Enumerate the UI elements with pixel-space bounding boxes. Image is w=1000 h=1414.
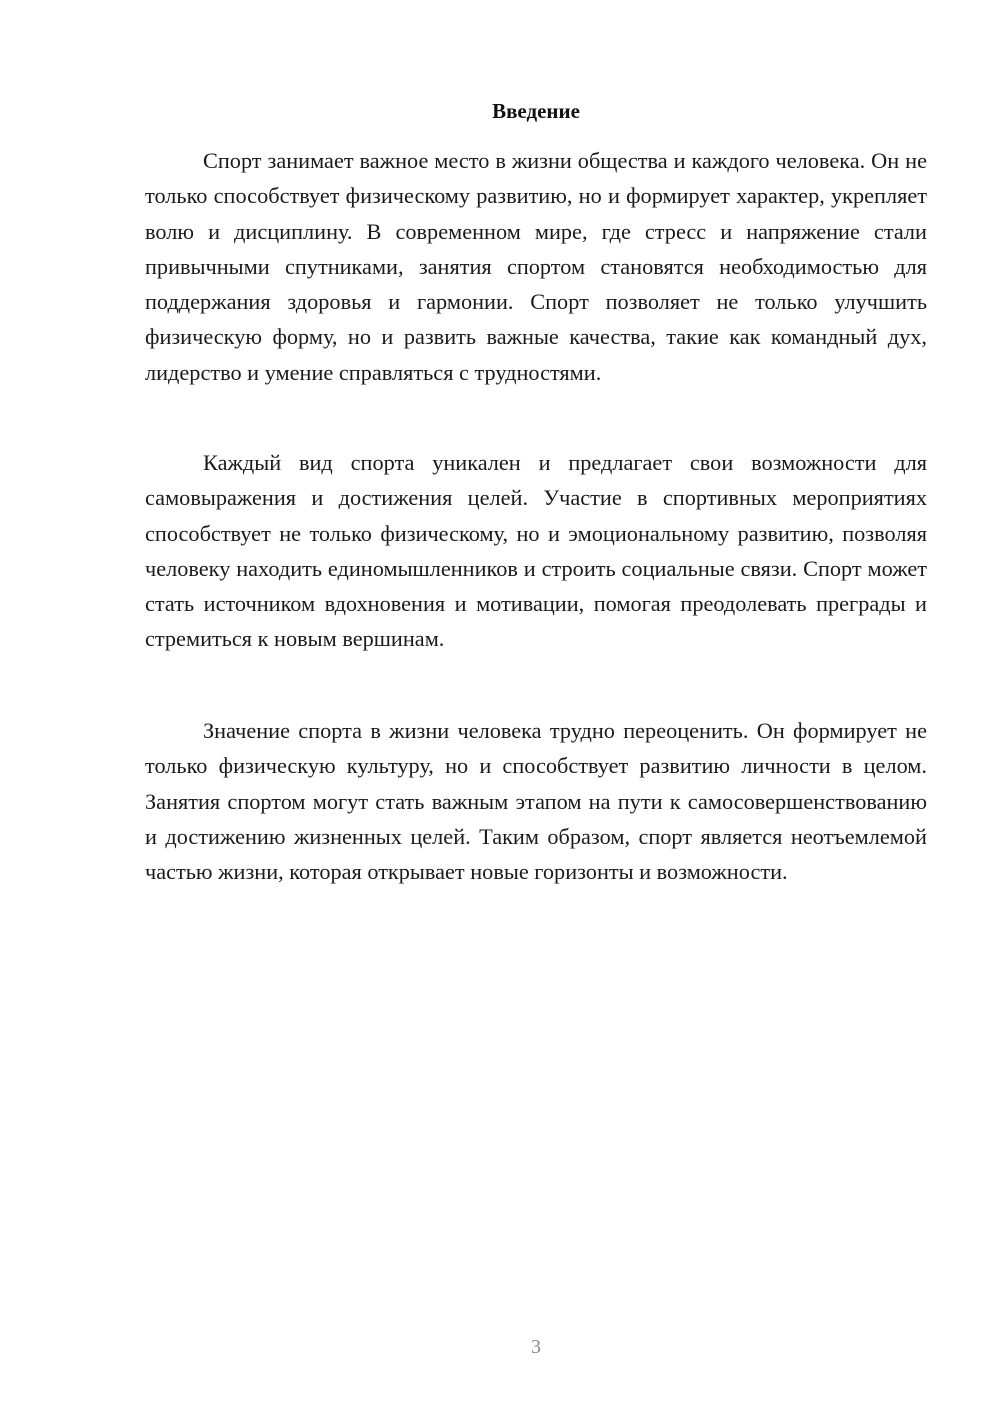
paragraph-2: Каждый вид спорта уникален и предлагает свои возможности для самовыражения и достижения целей. Участие в спортивных мероприятиях способствует не только физическому, но и эмоциональному развитию, позволяя человеку находить единомышленников и строить социальные связи. Спорт может стать источником вдохновения и мотивации, помогая преодолевать преграды и стремиться к новым вершинам. (145, 450, 927, 652)
paragraph-3: Значение спорта в жизни человека трудно переоценить. Он формирует не только физическую культуру, но и способствует развитию личности в целом. Занятия спортом могут стать важным этапом на пути к самосовершенствованию и достижению жизненных целей. Таким образом, спорт является неотъемлемой частью жизни, которая открывает новые горизонты и возможности. (145, 718, 927, 885)
page-number: 3 (531, 1336, 541, 1358)
paragraph-1: Спорт занимает важное место в жизни общества и каждого человека. Он не только способствует физическому развитию, но и формирует характер, укрепляет волю и дисциплину. В современном мире, где стресс и напряжение стали привычными спутниками, занятия спортом становятся необходимостью для поддержания здоровья и гармонии. Спорт позволяет не только улучшить физическую форму, но и развить важные качества, такие как командный дух, лидерство и умение справляться с трудностями. (145, 148, 927, 385)
section-heading: Введение (492, 99, 580, 123)
